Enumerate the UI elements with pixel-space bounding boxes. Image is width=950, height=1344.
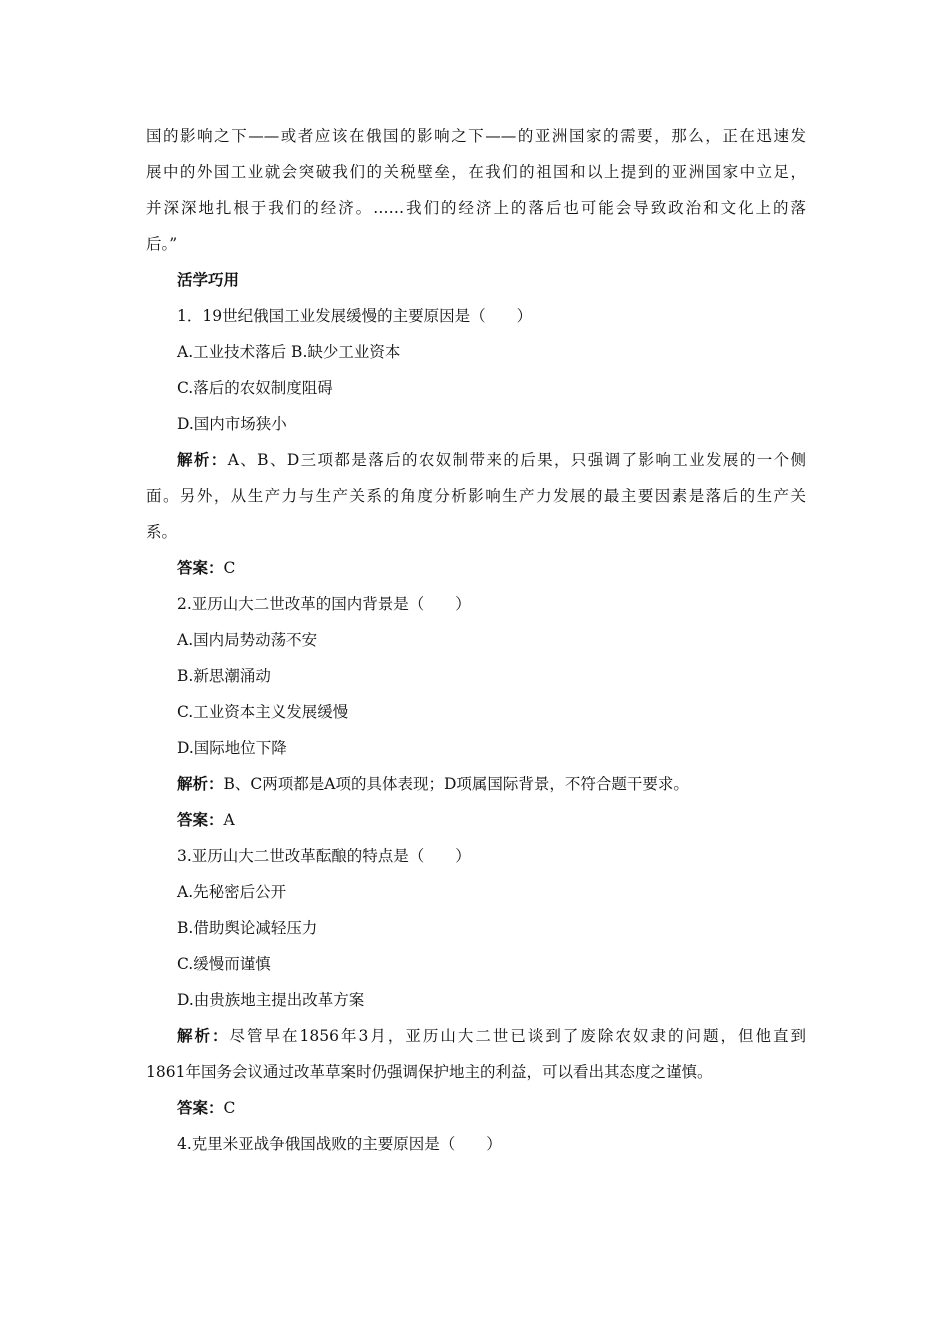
analysis-line — [146, 1018, 806, 1054]
question-stem: 1．19世纪俄国工业发展缓慢的主要原因是（ ） — [177, 307, 533, 325]
analysis-line: 1861年国务会议通过改革草案时仍强调保护地主的利益，可以看出其态度之谨慎。 — [146, 1063, 713, 1081]
analysis-text: B、C两项都是A项的具体表现；D项属国际背景，不符合题干要求。 — [223, 775, 689, 793]
answer-label: 答案： — [177, 810, 224, 829]
question-option: C.工业资本主义发展缓慢 — [177, 703, 349, 721]
question-option: C.缓慢而谨慎 — [177, 955, 271, 973]
analysis-text: 尽管早在1856年3月，亚历山大二世已谈到了废除农奴隶的问题，但他直到 — [229, 1027, 806, 1045]
question-option: B.新思潮涌动 — [177, 667, 271, 685]
question-option: D.国际地位下降 — [177, 739, 287, 757]
analysis-line — [146, 442, 806, 478]
analysis-line: 系。 — [146, 523, 178, 541]
analysis-line: 面。另外，从生产力与生产关系的角度分析影响生产力发展的最主要因素是落后的生产关 — [146, 487, 806, 505]
analysis-text: A、B、D三项都是落后的农奴制带来的后果，只强调了影响工业发展的一个侧 — [227, 451, 806, 469]
passage-line: 后。” — [146, 235, 178, 253]
question-option: A.工业技术落后 B.缺少工业资本 — [177, 343, 401, 361]
question-option: D.国内市场狭小 — [177, 415, 287, 433]
question-stem: 4.克里米亚战争俄国战败的主要原因是（ ） — [177, 1135, 502, 1153]
question-stem: 3.亚历山大二世改革酝酿的特点是（ ） — [177, 847, 471, 865]
analysis-label: 解析： — [177, 1026, 230, 1045]
question-option: D.由贵族地主提出改革方案 — [177, 991, 365, 1009]
analysis-line — [146, 766, 806, 802]
passage-line: 并深深地扎根于我们的经济。……我们的经济上的落后也可能会导致政治和文化上的落 — [146, 199, 806, 217]
answer-line — [146, 802, 806, 838]
passage-line: 展中的外国工业就会突破我们的关税壁垒，在我们的祖国和以上提到的亚洲国家中立足， — [146, 163, 806, 181]
answer-value: A — [223, 811, 235, 829]
analysis-label: 解析： — [177, 450, 228, 469]
answer-label: 答案： — [177, 558, 224, 577]
answer-line — [146, 550, 806, 586]
section-title: 活学巧用 — [177, 270, 240, 289]
text-column — [146, 118, 806, 1162]
analysis-label: 解析： — [177, 774, 224, 793]
question-stem: 2.亚历山大二世改革的国内背景是（ ） — [177, 595, 471, 613]
answer-value: C — [223, 1099, 236, 1117]
passage-line: 国的影响之下——或者应该在俄国的影响之下——的亚洲国家的需要，那么，正在迅速发 — [146, 127, 806, 145]
answer-value: C — [223, 559, 236, 577]
answer-label: 答案： — [177, 1098, 224, 1117]
answer-line — [146, 1090, 806, 1126]
question-option: A.先秘密后公开 — [177, 883, 287, 901]
question-option: C.落后的农奴制度阻碍 — [177, 379, 333, 397]
question-option: B.借助舆论减轻压力 — [177, 919, 318, 937]
question-option: A.国内局势动荡不安 — [177, 631, 318, 649]
